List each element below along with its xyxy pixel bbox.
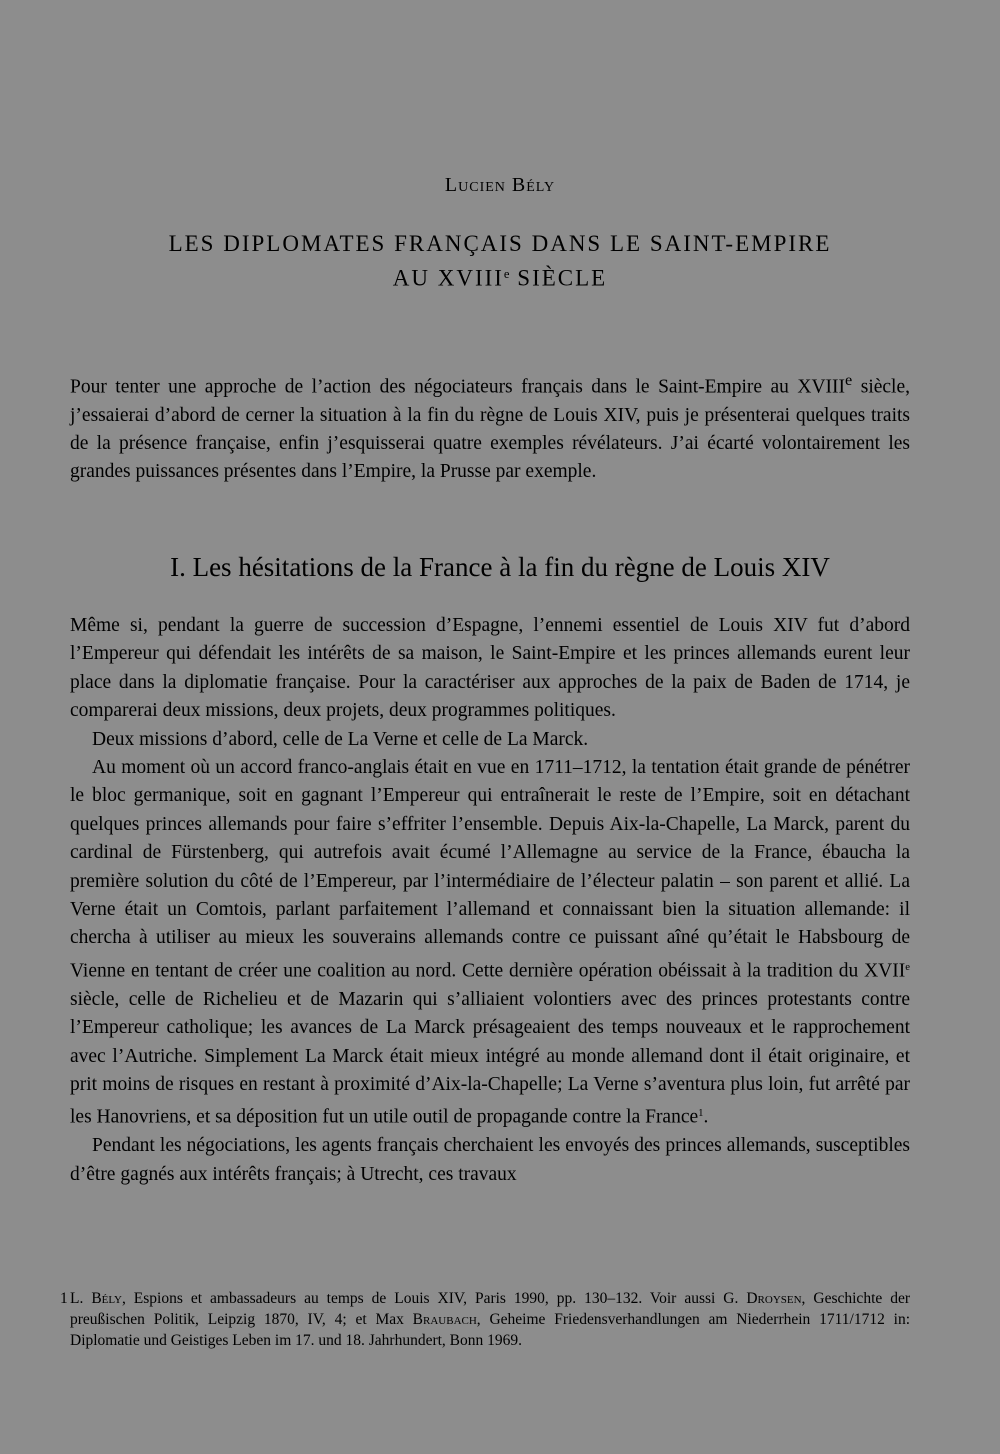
paragraph-3-text-a: Au moment où un accord franco-anglais était en vue en 1711–1712, la tentation était grande de pénétrer le bloc germanique, soit en gagnant l’Empereur qui entraînerait le reste de l’Empire, soit en détachant quelques princes allemands pour faire s’effriter l’ensemble. Depuis Aix-la-Chapelle, La Marck, parent du cardinal de Fürstenberg, qui autrefois avait écumé l’Allemagne au service de la France, ébaucha la première solution du côté de l’Empereur, par l’intermédiaire de l’électeur palatin – son parent et allié. La Verne était un Comtois, parlant parfaitement l’allemand et connaissant bien la situation allemande: il chercha à utiliser au mieux les souverains allemands contre ce puissant aîné qu’était le Habsbourg de Vienne en tentant de créer une coalition au nord. Cette dernière opération obéissait à la tradition du XVII (70, 757, 910, 982)
intro-text-1: Pour tenter une approche de l’action des négociateurs français dans le Saint-Empire au XVIII (70, 376, 846, 398)
paragraph-2: Deux missions d’abord, celle de La Verne et celle de La Marck. (92, 728, 589, 750)
footnote-reference: 1 (698, 1107, 704, 1120)
intro-superscript: e (845, 371, 853, 389)
footnote (60, 1288, 911, 1351)
section-heading: I. Les hésitations de la France à la fin du règne de Louis XIV (170, 552, 830, 582)
paragraph-4: Pendant les négociations, les agents français cherchaient les envoyés des princes allemands, susceptibles d’être gagnés aux intérêts français; à Utrecht, ces travaux (70, 1135, 910, 1185)
title-line-1: LES DIPLOMATES FRANÇAIS DANS LE SAINT-EMPIRE (168, 231, 832, 256)
article-title (0, 228, 1000, 294)
footnote-text-4: , Geheime Friedensverhandlungen am Niederrhein 1711/1712 in: Diplomatie und Geistiges Leben im 17. und 18. Jahrhundert, Bonn 1969. (70, 1311, 910, 1349)
footnote-text-2: , Espions et ambassadeurs au temps de Louis XIV, Paris 1990, pp. 130–132. Voir aussi G. (121, 1290, 747, 1307)
paragraph-3-end: . (703, 1106, 709, 1128)
footnote-text-3: , Geschichte der preußischen Politik, Leipzig 1870, IV, 4; et Max (70, 1290, 911, 1328)
footnote-author-3: Braubach (412, 1311, 477, 1328)
footnote-author-2: Droysen (746, 1290, 802, 1307)
intro-paragraph (70, 366, 910, 486)
title-line-2-post: SIÈCLE (509, 265, 608, 291)
paragraph-3-superscript: e (905, 960, 910, 973)
paragraph-3-text-b: siècle, celle de Richelieu et de Mazarin qui s’alliaient volontiers avec des princes protestants contre l’Empereur catholique; les avances de La Marck présageaient des temps nouveaux et le rapprochement avec l’Autriche. Simplement La Marck était mieux intégré au monde allemand dont il était originaire, et prit moins de risques en restant à proximité d’Aix-la-Chapelle; La Verne s’aventura plus loin, fut arrêté par les Hanovriens, et sa déposition fut un utile outil de propagande contre la France (70, 988, 910, 1128)
paragraph-3 (70, 754, 910, 1132)
title-line-2 (0, 259, 1000, 294)
author-name: Lucien Bély (444, 174, 556, 196)
intro-text-2: siècle, j’essaierai d’abord de cerner la situation à la fin du règne de Louis XIV, puis je présenterai quelques traits de la présence française, enfin j’esquisserai quatre exemples révélateurs. J’ai écarté volontairement les grandes puissances présentes dans l’Empire, la Prusse par exemple. (70, 376, 911, 482)
section-body (70, 612, 910, 1189)
footnote-text-1: L. (70, 1290, 92, 1307)
title-line-2-pre: AU XVIII (392, 265, 504, 291)
paragraph-1: Même si, pendant la guerre de succession d’Espagne, l’ennemi essentiel de Louis XIV fut d’abord l’Empereur qui défendait les intérêts de sa maison, le Saint-Empire et les princes allemands eurent leur place dans la diplomatie française. Pour la caractériser aux approches de la paix de Baden de 1714, je comparerai deux missions, deux projets, deux programmes politiques. (70, 615, 910, 722)
title-superscript: e (503, 267, 510, 281)
footnote-number: 1 (60, 1290, 68, 1307)
footnote-author-1: Bély (91, 1290, 122, 1307)
